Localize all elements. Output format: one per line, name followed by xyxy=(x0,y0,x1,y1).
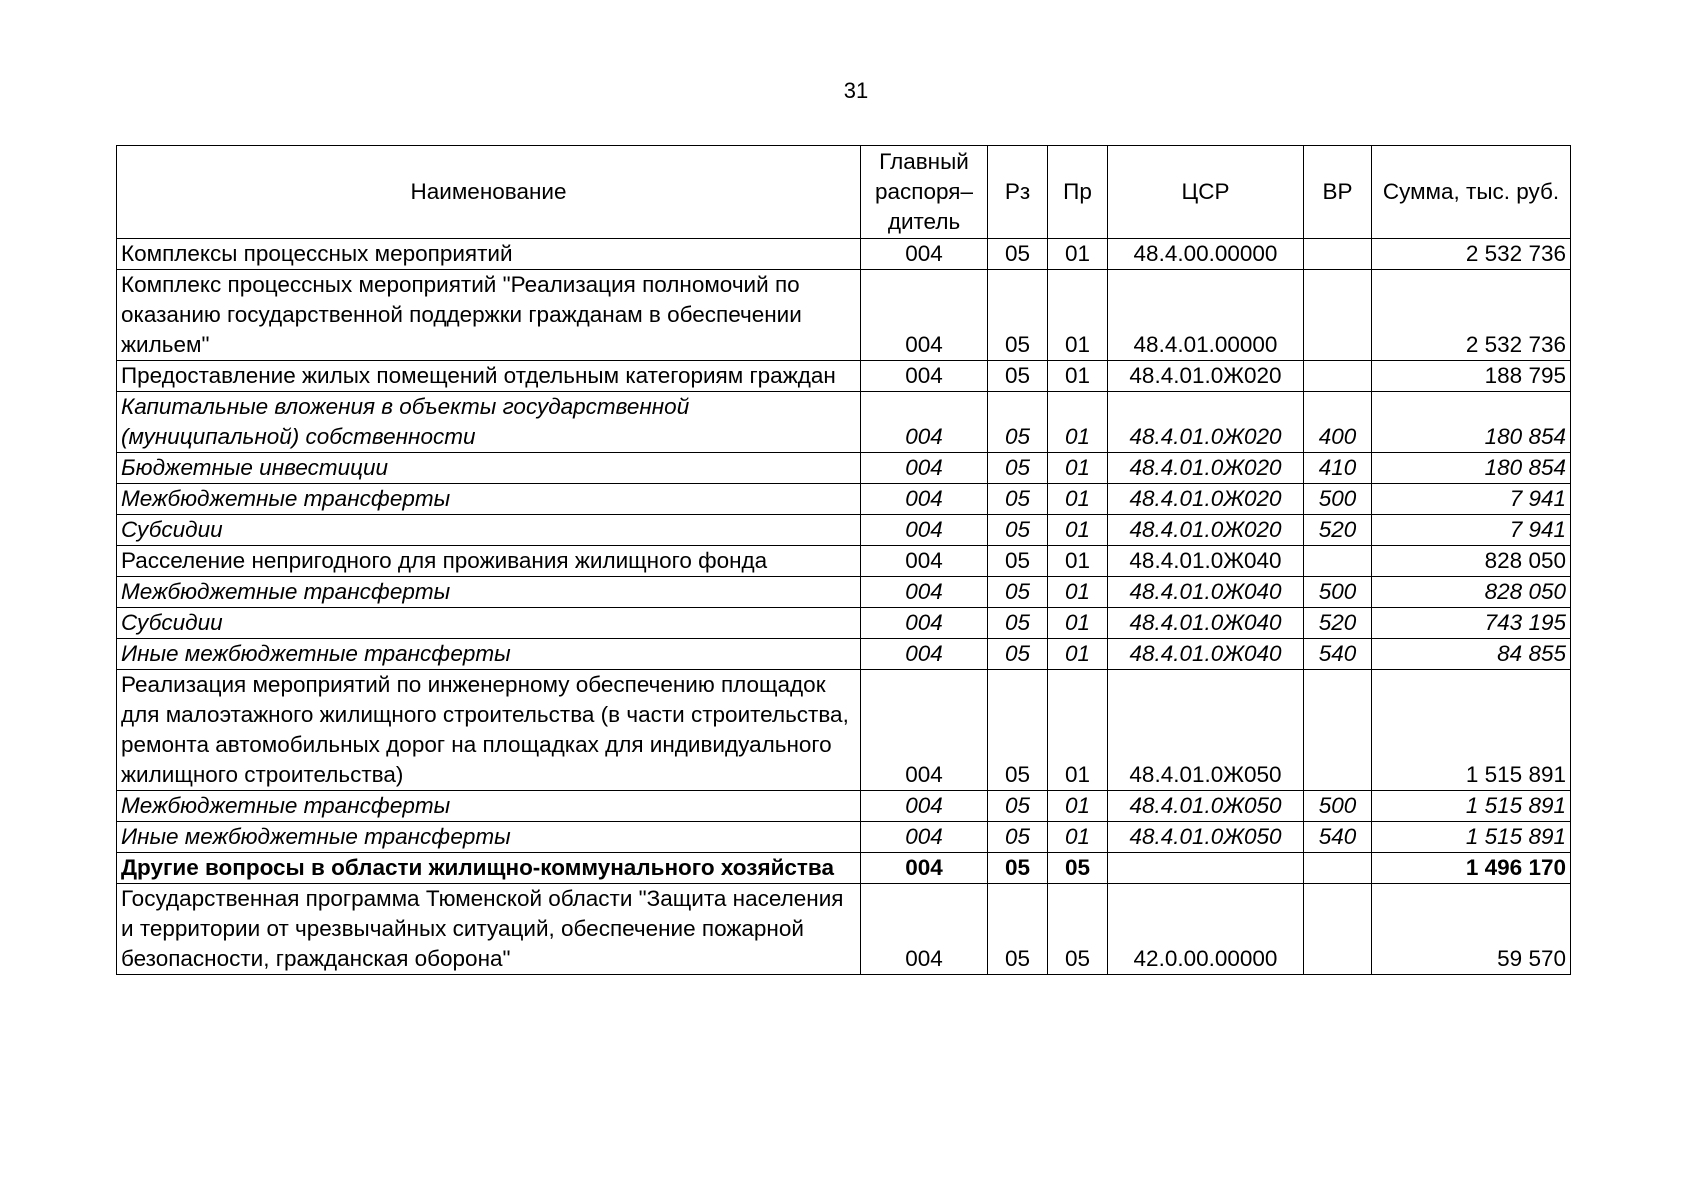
row-sum: 1 515 891 xyxy=(1372,670,1571,791)
row-name: Субсидии xyxy=(117,515,861,546)
table-row xyxy=(117,639,1571,670)
row-main-manager: 004 xyxy=(861,853,988,884)
table-header-row xyxy=(117,146,1571,239)
row-name: Иные межбюджетные трансферты xyxy=(117,639,861,670)
row-vr: 520 xyxy=(1304,608,1372,639)
table-row xyxy=(117,515,1571,546)
header-name: Наименование xyxy=(117,146,861,239)
row-csr: 48.4.01.0Ж020 xyxy=(1108,484,1304,515)
row-vr xyxy=(1304,361,1372,392)
row-name: Бюджетные инвестиции xyxy=(117,453,861,484)
row-rz: 05 xyxy=(988,392,1048,453)
row-rz: 05 xyxy=(988,853,1048,884)
row-sum: 188 795 xyxy=(1372,361,1571,392)
row-pr: 01 xyxy=(1048,791,1108,822)
row-vr: 500 xyxy=(1304,577,1372,608)
row-vr: 410 xyxy=(1304,453,1372,484)
header-pr: Пр xyxy=(1048,146,1108,239)
row-csr: 48.4.01.0Ж050 xyxy=(1108,791,1304,822)
row-pr: 01 xyxy=(1048,639,1108,670)
header-vr: ВР xyxy=(1304,146,1372,239)
row-csr: 48.4.01.0Ж050 xyxy=(1108,822,1304,853)
row-main-manager: 004 xyxy=(861,484,988,515)
row-csr: 48.4.01.0Ж020 xyxy=(1108,392,1304,453)
row-sum: 180 854 xyxy=(1372,453,1571,484)
table-row xyxy=(117,884,1571,975)
row-csr: 48.4.01.0Ж040 xyxy=(1108,608,1304,639)
page-number: 31 xyxy=(843,78,869,103)
row-rz: 05 xyxy=(988,239,1048,270)
header-rz: Рз xyxy=(988,146,1048,239)
row-main-manager: 004 xyxy=(861,453,988,484)
row-pr: 01 xyxy=(1048,453,1108,484)
row-main-manager: 004 xyxy=(861,670,988,791)
row-pr: 01 xyxy=(1048,608,1108,639)
row-csr: 48.4.01.0Ж040 xyxy=(1108,546,1304,577)
header-sum: Сумма, тыс. руб. xyxy=(1372,146,1571,239)
row-main-manager: 004 xyxy=(861,515,988,546)
table-row xyxy=(117,270,1571,361)
budget-table xyxy=(116,145,1571,975)
row-sum: 180 854 xyxy=(1372,392,1571,453)
row-sum: 743 195 xyxy=(1372,608,1571,639)
row-rz: 05 xyxy=(988,822,1048,853)
row-sum: 828 050 xyxy=(1372,546,1571,577)
row-vr xyxy=(1304,270,1372,361)
row-name: Межбюджетные трансферты xyxy=(117,577,861,608)
row-main-manager: 004 xyxy=(861,791,988,822)
row-vr: 520 xyxy=(1304,515,1372,546)
table-row xyxy=(117,484,1571,515)
table-row xyxy=(117,670,1571,791)
row-name: Капитальные вложения в объекты государственной (муниципальной) собственности xyxy=(117,392,861,453)
row-pr: 05 xyxy=(1048,853,1108,884)
row-sum: 1 515 891 xyxy=(1372,822,1571,853)
row-main-manager: 004 xyxy=(861,392,988,453)
row-pr: 01 xyxy=(1048,670,1108,791)
row-pr: 01 xyxy=(1048,270,1108,361)
row-rz: 05 xyxy=(988,453,1048,484)
row-main-manager: 004 xyxy=(861,608,988,639)
row-vr: 500 xyxy=(1304,484,1372,515)
table-row xyxy=(117,453,1571,484)
row-sum: 84 855 xyxy=(1372,639,1571,670)
row-rz: 05 xyxy=(988,884,1048,975)
row-sum: 7 941 xyxy=(1372,515,1571,546)
row-name: Межбюджетные трансферты xyxy=(117,484,861,515)
row-name: Комплексы процессных мероприятий xyxy=(117,239,861,270)
row-csr: 48.4.00.00000 xyxy=(1108,239,1304,270)
row-sum: 828 050 xyxy=(1372,577,1571,608)
table-row xyxy=(117,853,1571,884)
row-rz: 05 xyxy=(988,577,1048,608)
table-row xyxy=(117,791,1571,822)
row-pr: 01 xyxy=(1048,361,1108,392)
table-row xyxy=(117,361,1571,392)
row-csr: 48.4.01.0Ж040 xyxy=(1108,577,1304,608)
row-rz: 05 xyxy=(988,546,1048,577)
row-pr: 01 xyxy=(1048,484,1108,515)
row-main-manager: 004 xyxy=(861,239,988,270)
table-row xyxy=(117,392,1571,453)
row-pr: 01 xyxy=(1048,546,1108,577)
row-pr: 01 xyxy=(1048,515,1108,546)
row-rz: 05 xyxy=(988,608,1048,639)
table-row xyxy=(117,577,1571,608)
row-pr: 01 xyxy=(1048,239,1108,270)
row-sum: 2 532 736 xyxy=(1372,239,1571,270)
row-csr: 48.4.01.0Ж040 xyxy=(1108,639,1304,670)
row-vr: 540 xyxy=(1304,639,1372,670)
row-name: Другие вопросы в области жилищно-коммунального хозяйства xyxy=(117,853,861,884)
row-rz: 05 xyxy=(988,270,1048,361)
table-row xyxy=(117,239,1571,270)
row-rz: 05 xyxy=(988,484,1048,515)
row-csr: 48.4.01.0Ж020 xyxy=(1108,361,1304,392)
row-pr: 01 xyxy=(1048,822,1108,853)
row-main-manager: 004 xyxy=(861,884,988,975)
row-sum: 59 570 xyxy=(1372,884,1571,975)
row-name: Реализация мероприятий по инженерному обеспечению площадок для малоэтажного жилищного строительства (в части строительства, ремонта автомобильных дорог на площадках для индивидуального жилищного строительства) xyxy=(117,670,861,791)
table-row xyxy=(117,822,1571,853)
row-rz: 05 xyxy=(988,791,1048,822)
row-sum: 7 941 xyxy=(1372,484,1571,515)
row-sum: 1 515 891 xyxy=(1372,791,1571,822)
row-name: Расселение непригодного для проживания жилищного фонда xyxy=(117,546,861,577)
row-csr: 48.4.01.0Ж020 xyxy=(1108,453,1304,484)
row-vr xyxy=(1304,670,1372,791)
row-pr: 05 xyxy=(1048,884,1108,975)
row-main-manager: 004 xyxy=(861,270,988,361)
row-rz: 05 xyxy=(988,361,1048,392)
row-name: Иные межбюджетные трансферты xyxy=(117,822,861,853)
row-vr xyxy=(1304,853,1372,884)
row-rz: 05 xyxy=(988,515,1048,546)
row-rz: 05 xyxy=(988,670,1048,791)
row-csr: 48.4.01.0Ж020 xyxy=(1108,515,1304,546)
row-sum: 2 532 736 xyxy=(1372,270,1571,361)
header-main-manager: Главный распоря–дитель xyxy=(861,146,988,239)
row-csr: 48.4.01.00000 xyxy=(1108,270,1304,361)
row-pr: 01 xyxy=(1048,392,1108,453)
row-name: Предоставление жилых помещений отдельным категориям граждан xyxy=(117,361,861,392)
row-sum: 1 496 170 xyxy=(1372,853,1571,884)
table-row xyxy=(117,608,1571,639)
row-name: Государственная программа Тюменской области "Защита населения и территории от чрезвычайных ситуаций, обеспечение пожарной безопасности, гражданская оборона" xyxy=(117,884,861,975)
row-main-manager: 004 xyxy=(861,639,988,670)
header-csr: ЦСР xyxy=(1108,146,1304,239)
row-vr xyxy=(1304,884,1372,975)
row-vr: 540 xyxy=(1304,822,1372,853)
row-csr: 42.0.00.00000 xyxy=(1108,884,1304,975)
row-name: Комплекс процессных мероприятий "Реализация полномочий по оказанию государственной поддержки гражданам в обеспечении жильем" xyxy=(117,270,861,361)
row-rz: 05 xyxy=(988,639,1048,670)
table-row xyxy=(117,546,1571,577)
row-pr: 01 xyxy=(1048,577,1108,608)
row-name: Межбюджетные трансферты xyxy=(117,791,861,822)
row-vr: 400 xyxy=(1304,392,1372,453)
row-vr: 500 xyxy=(1304,791,1372,822)
row-name: Субсидии xyxy=(117,608,861,639)
row-main-manager: 004 xyxy=(861,577,988,608)
row-vr xyxy=(1304,239,1372,270)
row-main-manager: 004 xyxy=(861,822,988,853)
row-csr: 48.4.01.0Ж050 xyxy=(1108,670,1304,791)
row-csr xyxy=(1108,853,1304,884)
row-main-manager: 004 xyxy=(861,361,988,392)
row-vr xyxy=(1304,546,1372,577)
row-main-manager: 004 xyxy=(861,546,988,577)
